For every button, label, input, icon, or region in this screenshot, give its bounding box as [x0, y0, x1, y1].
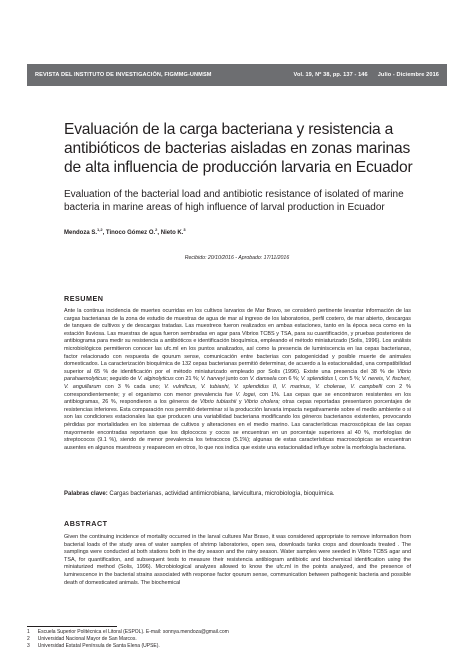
author-3: Nieto K.$^3$: [160, 227, 186, 236]
article-title-english: Evaluation of the bacterial load and antibiotic resistance of isolated of marine bacteria in marine areas of high influence of larval production in Ecuador: [64, 189, 404, 213]
keywords-label: Palabras clave:: [64, 491, 108, 497]
abstract-heading: ABSTRACT: [64, 519, 108, 528]
author-1: Mendoza S.$^{1,2}$,: [64, 227, 106, 236]
keywords-text: Cargas bacterianas, actividad antimicrobiana, larvicultura, microbiología, bioquímica.: [109, 491, 335, 497]
footnote-divider: [27, 626, 117, 627]
journal-name: REVISTA DEL INSTITUTO DE INVESTIGACIÓN, FIGMMG-UNMSM: [35, 72, 212, 78]
author-2: Tinoco Gómez O.$^2$,: [105, 227, 161, 236]
issue-info: [294, 72, 439, 78]
received-approved-dates: Recibido: 20/10/2016 - Aprobado: 17/11/2016: [184, 255, 290, 261]
volume-pages: Vol. 19, Nº 38, pp. 137 - 146: [293, 72, 368, 78]
resumen-heading: RESUMEN: [64, 294, 104, 303]
footnote-3: 3 Universidad Estatal Península de Santa Elena (UPSE).: [27, 643, 160, 650]
resumen-body: Ante la continua incidencia de muertes ocurridas en los cultivos larvarios de Mar Bravo, se consideró pertinente levantar información de las cargas bacterianas de la zona de estudio de muestras de agua de mar al ingreso de los laboratorios, perfil costero, de mar abierto, descargas de tanques de cultivos y de descargas tratadas. Las muestreos fueron realizados en ambas estaciones, tanto en la época seca como en la estación lluviosa. Las muestras de agua fueron sembradas en agar para Vibrios TCBS y TSA, para su cuantificación, y pruebas posteriores de antibiograma para medir su resistencia a antibióticos e identificación bioquímica, empleando el método miniaturizado (Solis, 1996). Los análisis microbiológicos permitieron conocer las ufc.ml en los puntos analizados, así como la presencia de luminiscencia en las cepas bacterianas, factor relacionado con respuesta de qourum sense, comunicación entre bacterias con patogenicidad y posible muerte de animales domesticados. La caracterización bioquímica de 132 cepas bacterianas permitió determinar, de acuerdo a la estacionalidad, una compatibilidad superior al 65 % de identificación por el método miniaturizado empleado por Solis (1996). Existe una presencia del 38 % de Vibrio parahaemolyticus; seguido de V. alginolyticus con 21 %; V. harveyi junto con V. damsela con 6 %; V. splendidus I, con 5 %; V. nereis, V. fischeri, V. anguillarum con 3 % cada uno; V. vulnificus, V. tubiashi, V. splendidus II, V. marinus, V. cholerae, V. campbelli con 2 % correspondientemente; y el organismo con menor prevalencia fue V. logei, con 1%. Las cepas que se encontraron resistentes en los antibiogramas, 26 %, respondieron a los géneros de Vibrio tubiashii y Vibrio cholera; otras cepas reportadas presentaron porcentajes de resistencias inferiores. Esta comparación nos permitió determinar si la producción larvaria impacta negativamente sobre el medio ambiente o si son las condiciones estacionales las que producen una variabilidad bacteriana modificando los géneros bacterianos existentes, provocando pérdidas por mortalidades en los sistemas de cultivos y alteraciones en el medio marino. Las características macroscópicas de las cepas mayormente encontradas reportaron que los diplococos y cocos se encuentran en un porcentaje superiores al 40 %, morfologías de streptococos (9.1 %), siendo de menor prevalencia los tetracocos (5.1%); algunas de estas características macroscópicas se encuentran ausentes en algunos muestreos y reaparecen en otros, lo que nos indica que existe una estacionalidad influye sobre la morfología bacteriana.: [64, 308, 411, 451]
abstract-body: Given the continuing incidence of mortality occurred in the larval cultures Mar Bravo, it was considered appropriate to remove information from bacterial loads of the study area of water samples of shrimp laboratories, open sea, downloads tanks crops and downloads treated . The samplings were conducted at both stations both in the dry season and the rainy season. Water samples were seeded in Vibrio TCBS agar and TSA, for quantification, and subsequent tests to measure their resistencia antibiogram antibiotic and biochemical identification using the miniaturized method (Solis, 1996). Microbiological analyzes allowed to know the ufc.ml in the points analyzed, and the presence of luminescence in the bacterial strains associated with response factor qourum sense, communication between pathogenic bacteria and possible death of domesticated animals. The biochemical: [64, 534, 411, 586]
author-list: [64, 227, 186, 236]
footnote-1: 1 Escuela Superior Politécnica el Litoral (ESPOL). E-mail: sonnya.mendoza@gmail.com: [27, 629, 229, 635]
footnote-2: 2 Universidad Nacional Mayor de San Marcos.: [27, 636, 137, 643]
keywords: [64, 490, 411, 498]
article-title-spanish: Evaluación de la carga bacteriana y resistencia a antibióticos de bacterias aisladas en zonas marinas de alta influencia de producción larvaria en Ecuador: [64, 121, 413, 176]
issue-period: Julio - Diciembre 2016: [377, 72, 439, 78]
footnotes: [27, 629, 229, 651]
journal-header-bar: [27, 64, 447, 86]
